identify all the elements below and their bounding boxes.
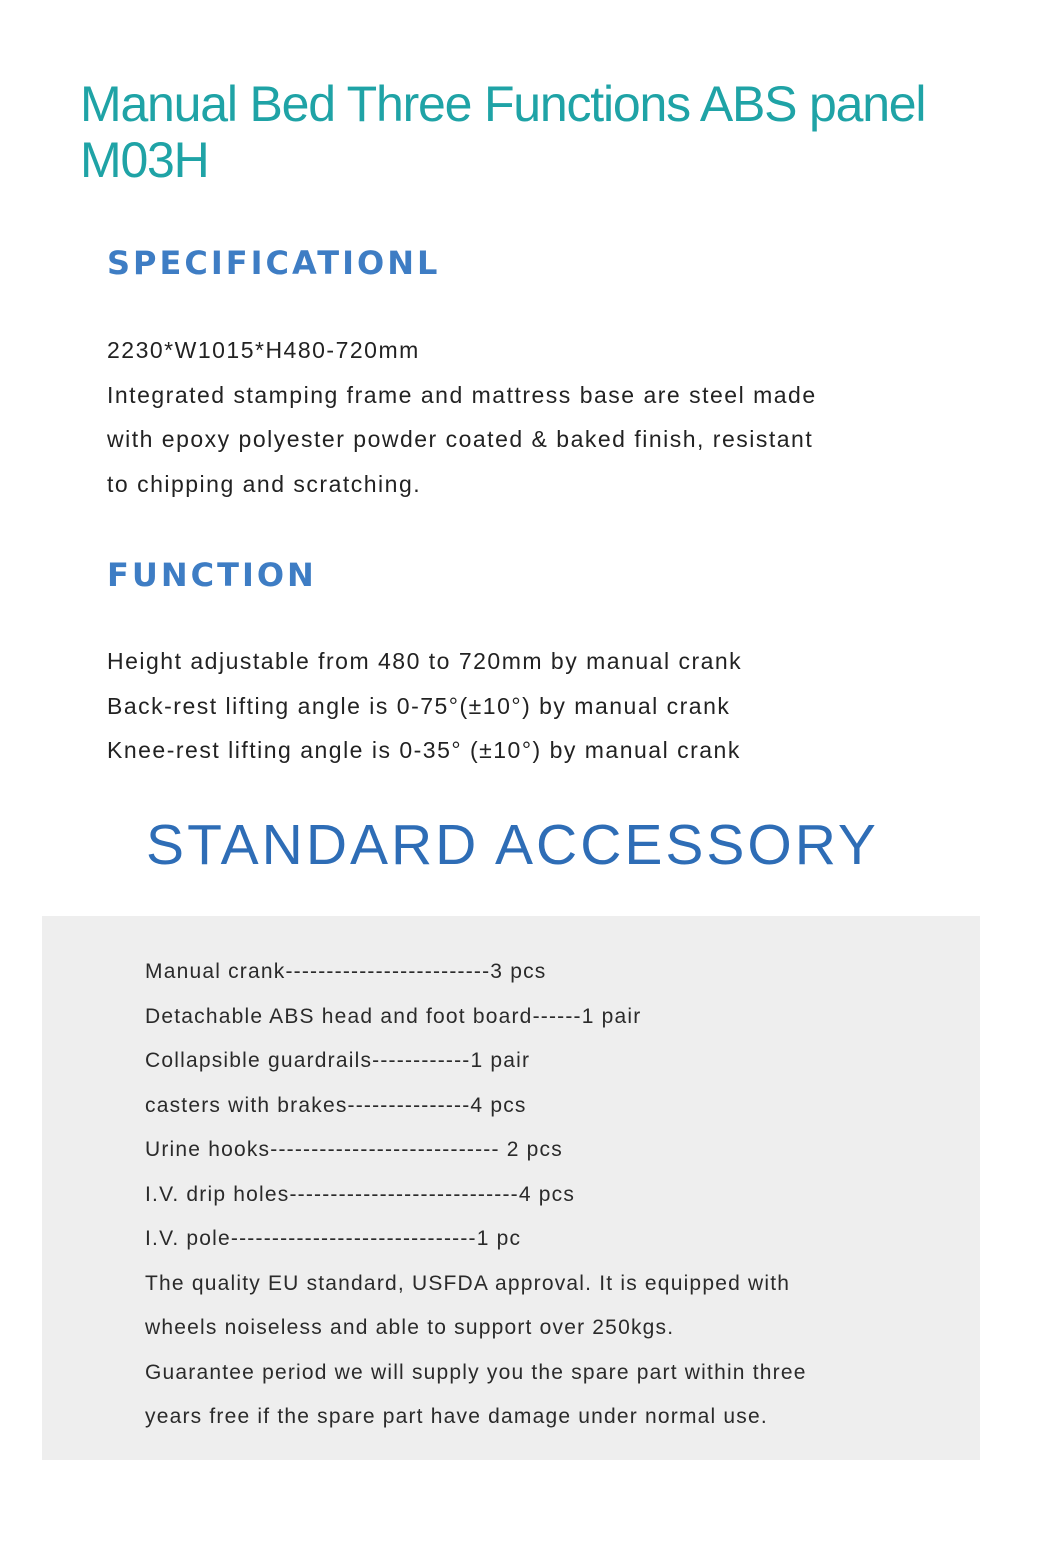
function-heading: FUNCTION	[107, 556, 317, 594]
accessory-list	[145, 950, 965, 1440]
accessory-item: Manual crank-------------------------3 pcs	[145, 960, 547, 983]
accessory-item: Urine hooks---------------------------- 2 pcs	[145, 1138, 563, 1161]
function-line: Back-rest lifting angle is 0-75°(±10°) by manual crank	[107, 692, 731, 719]
accessory-item: casters with brakes---------------4 pcs	[145, 1093, 527, 1117]
accessory-note: The quality EU standard, USFDA approval. It is equipped with	[145, 1271, 791, 1295]
function-line: Knee-rest lifting angle is 0-35° (±10°) by manual crank	[107, 737, 741, 763]
specification-line: Integrated stamping frame and mattress base are steel made	[107, 381, 817, 408]
specification-line: to chipping and scratching.	[107, 470, 422, 497]
specification-line: with epoxy polyester powder coated & baked finish, resistant	[107, 426, 814, 452]
accessory-note: wheels noiseless and able to support over 250kgs.	[145, 1316, 675, 1339]
function-line: Height adjustable from 480 to 720mm by manual crank	[107, 648, 743, 674]
accessory-note: years free if the spare part have damage under normal use.	[145, 1405, 768, 1428]
specification-text	[107, 328, 1007, 506]
function-text	[107, 639, 1007, 773]
accessory-panel	[42, 916, 980, 1460]
standard-accessory-heading: STANDARD ACCESSORY	[146, 813, 879, 877]
accessory-item: Collapsible guardrails------------1 pair	[145, 1049, 531, 1072]
accessory-note: Guarantee period we will supply you the spare part within three	[145, 1360, 807, 1384]
title-line-2: M03H	[80, 132, 209, 188]
accessory-item: I.V. drip holes----------------------------4 pcs	[145, 1182, 576, 1206]
accessory-item: Detachable ABS head and foot board------1 pair	[145, 1004, 642, 1028]
title-line-1: Manual Bed Three Functions ABS panel	[80, 76, 926, 132]
specification-line: 2230*W1015*H480-720mm	[107, 337, 420, 363]
specification-heading: SPECIFICATIONL	[107, 244, 441, 282]
page-title	[80, 76, 1050, 188]
accessory-item: I.V. pole------------------------------1 pc	[145, 1227, 522, 1250]
